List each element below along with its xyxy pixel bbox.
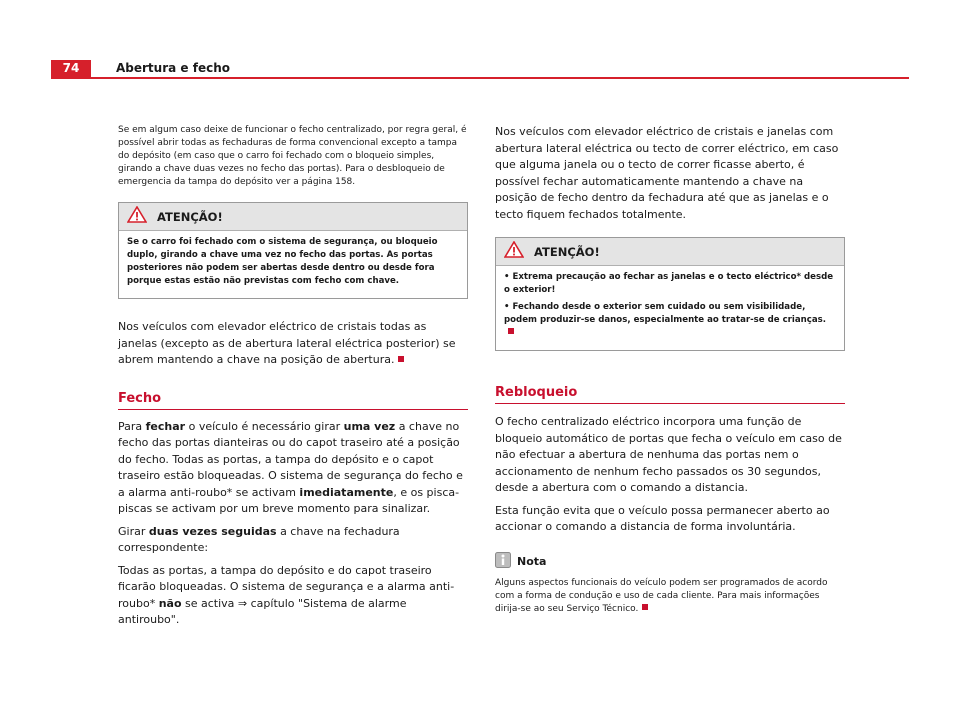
text-run: Para bbox=[118, 419, 146, 433]
text-run: , e os pisca-piscas se activam por um breve momento para sinalizar. bbox=[118, 485, 460, 515]
note-text bbox=[495, 577, 845, 616]
intro-paragraph: Se em algum caso deixe de funcionar o fecho centralizado, por regra geral, é possível abrir todas as fechaduras de forma convencional excepto a tampa do depósito (em caso que o carro foi fechado com o bloqueio simples, girando a chave duas vezes no fecho das portas). Para o desbloqueio de emergencia da tampa do depósito ver a página 158. bbox=[118, 125, 467, 187]
warning-title: ATENÇÃO! bbox=[534, 244, 600, 259]
text-run: Todas as portas, a tampa do depósito e do capot traseiro ficarão bloqueadas. O sistema de segurança e a alarma anti-roubo* bbox=[118, 563, 455, 610]
warning-body bbox=[119, 231, 467, 298]
warning-header bbox=[119, 203, 467, 231]
bold-run: imediatamente bbox=[299, 485, 394, 499]
note-title: Nota bbox=[517, 555, 547, 568]
bold-run: uma vez bbox=[343, 419, 396, 433]
text-run: se activa ⇒ capítulo "Sistema de alarme antiroubo". bbox=[118, 596, 407, 626]
bold-run: fechar bbox=[145, 419, 186, 433]
note-text-content: Alguns aspectos funcionais do veículo podem ser programados de acordo com a forma de condução e uso de cada cliente. Para mais informações dirija-se ao seu Serviço Técnico. bbox=[495, 577, 828, 614]
warning-triangle-icon bbox=[504, 241, 524, 262]
windows-paragraph bbox=[118, 319, 468, 369]
section-title-fecho: Fecho bbox=[118, 391, 468, 410]
text-run: o veículo é necessário girar bbox=[185, 419, 344, 433]
warning-box-right bbox=[495, 237, 845, 351]
windows-text: Nos veículos com elevador eléctrico de cristais todas as janelas (excepto as de abertura lateral eléctrica posterior) se abrem mantendo a chave na posição de abertura. bbox=[118, 320, 456, 366]
fecho-paragraph-1 bbox=[118, 419, 468, 518]
end-of-section-square-icon bbox=[398, 356, 404, 362]
text-run: a chave no fecho das portas dianteiras ou do capot traseiro até a posição do fecho. Todas as portas, a tampa do depósito e o capot traseiro estão bloqueadas. O sistema de segurança do fecho e a alarma anti-roubo* se activam bbox=[118, 419, 463, 499]
warning-header bbox=[496, 238, 844, 266]
section-title-rebloqueio: Rebloqueio bbox=[495, 385, 845, 404]
warning-text: Se o carro foi fechado com o sistema de segurança, ou bloqueio duplo, girando a chave uma vez no fecho das portas. As portas posteriores não podem ser abertas desde dentro ou desde fora porque estas estão não previstas com fecho com chave. bbox=[127, 237, 438, 286]
right-column bbox=[495, 124, 845, 616]
left-column bbox=[118, 124, 468, 635]
warning-bullet-2 bbox=[504, 301, 836, 340]
end-of-section-square-icon bbox=[642, 604, 648, 610]
fecho-paragraph-3 bbox=[118, 563, 468, 629]
warning-bullet-2-text: • Fechando desde o exterior sem cuidado ou sem visibilidade, podem produzir-se danos, especialmente ao tratar-se de crianças. bbox=[504, 302, 827, 325]
note-header bbox=[495, 552, 845, 572]
header-divider bbox=[51, 77, 909, 79]
warning-box-left bbox=[118, 202, 468, 299]
note-block bbox=[495, 552, 845, 616]
fecho-paragraph-2 bbox=[118, 524, 468, 557]
warning-triangle-icon bbox=[127, 206, 147, 227]
end-of-section-square-icon bbox=[508, 328, 514, 334]
bold-run: não bbox=[158, 596, 182, 610]
warning-bullet-1: • Extrema precaução ao fechar as janelas e o tecto eléctrico* desde o exterior! bbox=[504, 272, 834, 295]
warning-body bbox=[496, 266, 844, 350]
rebloqueio-paragraph-1: O fecho centralizado eléctrico incorpora uma função de bloqueio automático de portas que fecha o veículo em caso de não efectuar a abertura de nenhuma das portas nem o accionamento de nenhum fecho passados os 30 segundos, desde a abertura com o comando a distancia. bbox=[495, 415, 842, 494]
warning-title: ATENÇÃO! bbox=[157, 209, 223, 224]
rebloqueio-paragraph-2: Esta função evita que o veículo possa permanecer aberto ao accionar o comando a distancia de forma involuntária. bbox=[495, 503, 830, 533]
right-windows-paragraph: Nos veículos com elevador eléctrico de cristais e janelas com abertura lateral eléctrica ou tecto de correr eléctrico, em caso que alguma janela ou o tecto de correr ficasse aberto, é possível fechar automaticamente mantendo a chave na posição de fecho dentro da fechadura até que as janelas e o tecto fiquem fechados totalmente. bbox=[495, 125, 839, 221]
page-number: 74 bbox=[51, 60, 91, 77]
bold-run: duas vezes seguidas bbox=[148, 524, 277, 538]
page-title: Abertura e fecho bbox=[116, 61, 230, 75]
text-run: Girar bbox=[118, 524, 149, 538]
note-info-icon bbox=[495, 552, 511, 572]
text-run: a chave na fechadura correspondente: bbox=[118, 524, 400, 554]
